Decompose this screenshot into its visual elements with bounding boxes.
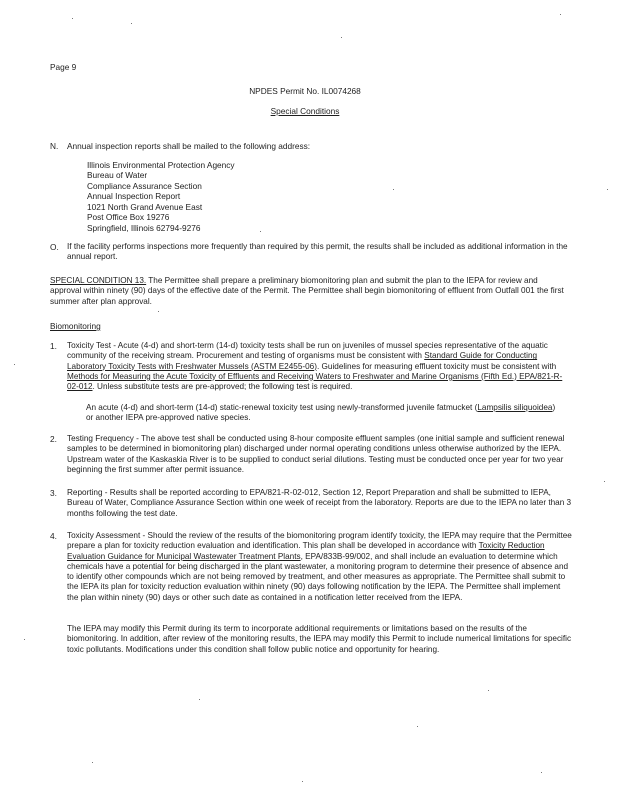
required-test-paragraph [86, 403, 556, 424]
reporting-paragraph: Reporting - Results shall be reported according to EPA/821-R-02-012, Section 12, Report Preparation and shall be submitted to IEPA, Bureau of Water, Compliance Assurance Section within one week of receipt from the laboratory. Reports are due to the IEPA no later than 3 months following the test date. [67, 488, 572, 518]
scan-speck [260, 231, 261, 232]
species-name: Lampsilis siliquoidea [477, 403, 553, 412]
paragraph-text: Toxicity Assessment - Should the review of the results of the biomonitoring program identify toxicity, the IEPA may require that the Permittee prepare a plan for toxicity reduction evaluation and identification. This plan shall be developed in accordance with [67, 531, 572, 551]
paragraph-text: Toxicity Test - Acute (4-d) and short-term (14-d) toxicity tests shall be run on juveniles of mussel species representative of the aquatic community of the receiving stream. Procurement and testing of organisms must be consistent with [67, 341, 548, 361]
scan-speck [14, 364, 15, 365]
permit-number: NPDES Permit No. IL0074268 [249, 86, 361, 96]
testing-frequency-paragraph: Testing Frequency - The above test shall be conducted using 8-hour composite effluent samples (one initial sample and sufficient renewal samples to be determined in biomonitoring plan) discharged under normal operating conditions unless otherwise authorized by the IEPA. Upstream water of the Kaskaskia River is to be supplied to conduct serial dilutions. Testing must be conducted once per year for two year beginning the first summer after permit issuance. [67, 434, 565, 474]
scan-speck [72, 18, 73, 19]
item-number: 4. [50, 531, 57, 541]
address-line: Illinois Environmental Protection Agency [87, 160, 235, 170]
scan-speck [341, 37, 342, 38]
paragraph-text: ) or another IEPA pre-approved native species. [86, 403, 556, 423]
reference-title: Toxicity Reduction Evaluation Guidance for Municipal Wastewater Treatment Plants [67, 541, 545, 561]
section-title: Special Conditions [270, 106, 340, 116]
biomonitoring-heading: Biomonitoring [50, 321, 101, 331]
item-n-text: Annual inspection reports shall be mailed to the following address: [67, 141, 311, 151]
item-number: 1. [50, 341, 57, 351]
item-number: 3. [50, 488, 57, 498]
scan-speck [199, 699, 200, 700]
item-n-letter: N. [50, 141, 59, 151]
reference-title: Standard Guide for Conducting Laboratory Toxicity Tests with Freshwater Mussels (ASTM E2455-06) [67, 351, 538, 371]
paragraph-text: An acute (4-d) and short-term (14-d) static-renewal toxicity test using newly-transformed juvenile fatmucket ( [86, 403, 478, 412]
address-line: Bureau of Water [87, 170, 148, 180]
page-number: Page 9 [50, 62, 77, 72]
paragraph-text: . Unless substitute tests are pre-approved; the following test is required. [92, 382, 353, 391]
item-number: 2. [50, 434, 57, 444]
scan-speck [541, 772, 542, 773]
scan-speck [302, 781, 303, 782]
paragraph-text: , EPA/833B-99/002, and shall include an evaluation to determine which chemicals have a potential for being discharged in the plant wastewater, a monitoring program to determine their presence of absence and to identify other compounds which are not being removed by treatment, and other measures as appropriate. The Permittee shall submit to the IEPA its plan for toxicity reduction evaluation within ninety (90) days following notification by the IEPA. The Permittee shall implement the plan within ninety (90) days or other such date as contained in a notification letter received from the IEPA. [67, 551, 569, 602]
toxicity-assessment-paragraph [67, 531, 572, 603]
scan-speck [158, 311, 159, 312]
address-line: Post Office Box 19276 [87, 212, 170, 222]
scan-speck [24, 639, 25, 640]
scan-speck [488, 690, 489, 691]
address-line: Annual Inspection Report [87, 191, 181, 201]
scan-speck [604, 481, 605, 482]
address-line: Compliance Assurance Section [87, 181, 202, 191]
condition-text: The Permittee shall prepare a preliminary biomonitoring plan and submit the plan to the IEPA for review and approval within ninety (90) days of the effective date of the Permit. The Permittee shall begin biomonitoring of effluent from Outfall 001 the first summer after plan approval. [50, 276, 564, 306]
item-o-letter: O. [50, 242, 59, 252]
address-line: 1021 North Grand Avenue East [87, 202, 203, 212]
address-line: Springfield, Illinois 62794-9276 [87, 223, 201, 233]
scan-speck [131, 23, 132, 24]
paragraph-text: . Guidelines for measuring effluent toxicity must be consistent with [316, 361, 557, 371]
scan-speck [393, 189, 394, 190]
condition-label: SPECIAL CONDITION 13. [50, 276, 147, 285]
scan-speck [607, 189, 608, 190]
item-o-text: If the facility performs inspections more frequently than required by this permit, the results shall be included as additional information in the annual report. [67, 242, 568, 262]
special-condition-13 [50, 276, 570, 307]
scan-speck [92, 762, 93, 763]
permit-modification-paragraph: The IEPA may modify this Permit during its term to incorporate additional requirements or limitations based on the results of the biomonitoring. In addition, after review of the monitoring results, the IEPA may modify this Permit to include numerical limitations for specific toxic pollutants. Modifications under this condition shall follow public notice and opportunity for hearing. [67, 624, 572, 654]
toxicity-test-paragraph [67, 341, 572, 392]
reference-title: Methods for Measuring the Acute Toxicity of Effluents and Receiving Waters to Freshwater and Marine Organisms (Fifth Ed.) EPA/821-R-02-012 [67, 371, 563, 391]
scan-speck [417, 726, 418, 727]
scan-speck [560, 14, 561, 15]
